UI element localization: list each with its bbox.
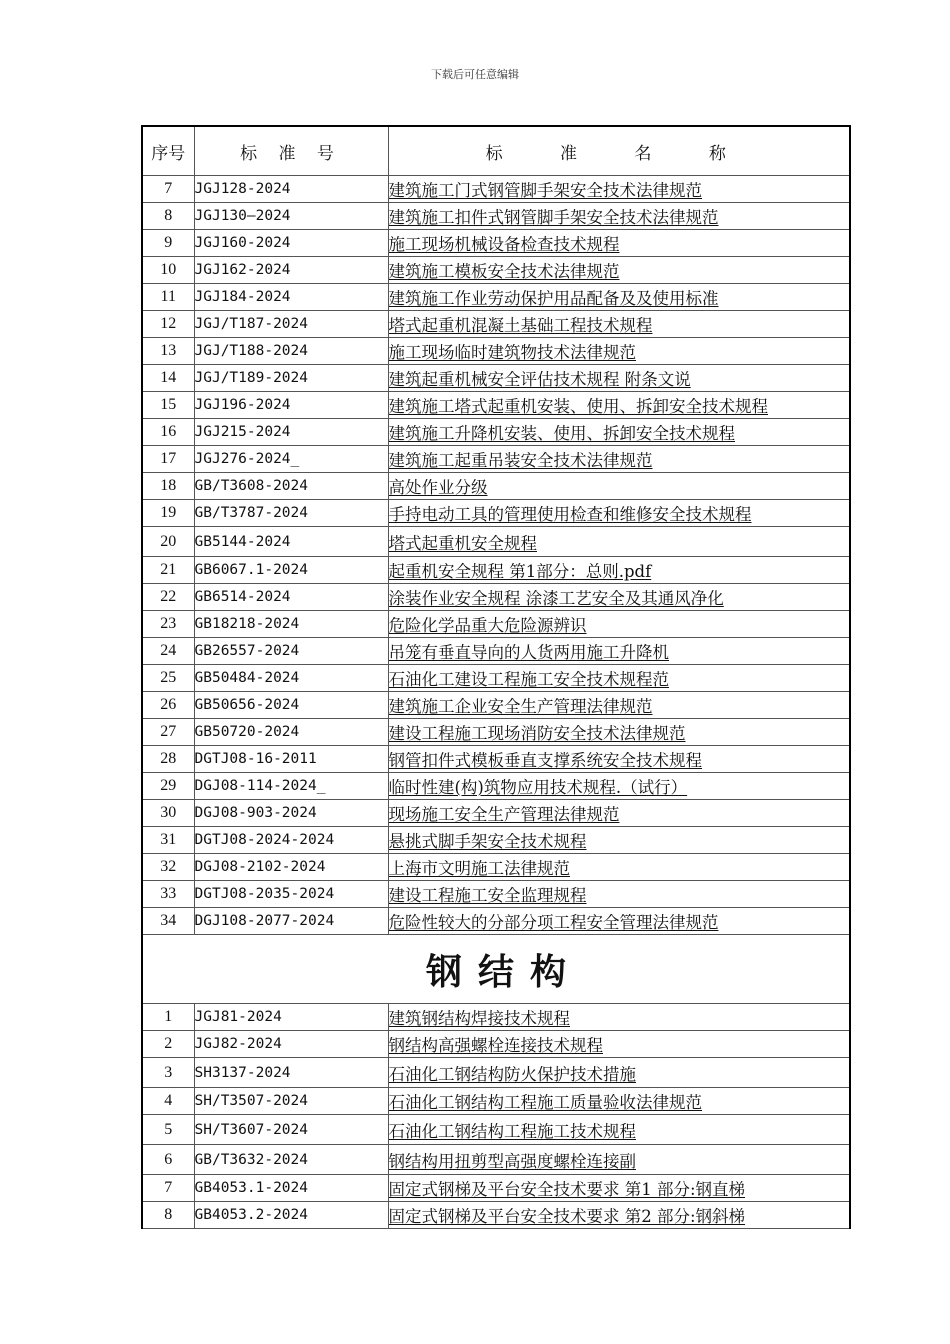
standard-name-cell [388,203,850,230]
standard-name-cell [388,611,850,638]
table-row [142,1031,850,1058]
table-row [142,230,850,257]
standard-name-link[interactable]: 悬挑式脚手架安全技术规程 [388,832,587,851]
table-row [142,1088,850,1115]
table-row [142,392,850,419]
standard-name-cell [388,800,850,827]
row-number: 6 [142,1145,194,1175]
standard-code: DGTJ08-2024-2024 [194,827,388,854]
row-number: 22 [142,584,194,611]
standard-code: GB6514-2024 [194,584,388,611]
row-number: 24 [142,638,194,665]
standard-name-link[interactable]: 高处作业分级 [388,478,488,497]
table-row [142,1115,850,1145]
table-row [142,1004,850,1031]
standard-name-link[interactable]: 涂装作业安全规程 涂漆工艺安全及其通风净化 [388,589,724,608]
standard-name-link[interactable]: 建筑起重机械安全评估技术规程 附条文说 [388,370,691,389]
table-row [142,446,850,473]
standard-code: JGJ82-2024 [194,1031,388,1058]
standard-name-cell [388,176,850,203]
standards-table [141,125,851,1229]
table-row [142,338,850,365]
table-row [142,773,850,800]
table-row [142,908,850,935]
section-title-text: 钢结构 [425,950,582,993]
standard-name-cell [388,1004,850,1031]
table-row [142,473,850,500]
row-number: 7 [142,1175,194,1202]
standard-name-link[interactable]: 建设工程施工安全监理规程 [388,886,587,905]
row-number: 11 [142,284,194,311]
standard-name-cell [388,719,850,746]
standard-name-cell [388,557,850,584]
standard-code: GB6067.1-2024 [194,557,388,584]
table-row [142,1175,850,1202]
standard-name-link[interactable]: 上海市文明施工法律规范 [388,859,570,878]
table-row [142,746,850,773]
standard-name-link[interactable]: 钢结构高强螺栓连接技术规程 [388,1036,603,1055]
row-number: 34 [142,908,194,935]
row-number: 14 [142,365,194,392]
standard-name-link[interactable]: 施工现场机械设备检查技术规程 [388,235,620,254]
table-row [142,665,850,692]
standard-name-cell [388,665,850,692]
standard-code: GB18218-2024 [194,611,388,638]
steel-standards-body [142,1004,850,1229]
standard-name-cell [388,773,850,800]
standard-code: GB50720-2024 [194,719,388,746]
row-number: 25 [142,665,194,692]
table-row [142,257,850,284]
standard-name-cell [388,1031,850,1058]
row-number: 16 [142,419,194,446]
standard-name-cell [388,827,850,854]
section-title [142,935,850,1004]
standard-name-cell [388,446,850,473]
standard-code: DGTJ08-16-2011 [194,746,388,773]
standard-code: DGJ08-2102-2024 [194,854,388,881]
standard-name-link[interactable]: 建筑施工企业安全生产管理法律规范 [388,697,653,716]
standard-name-cell [388,1202,850,1229]
standard-name-link[interactable]: 石油化工钢结构防火保护技术措施 [388,1064,636,1084]
standard-name-link[interactable]: 建筑施工塔式起重机安装、使用、拆卸安全技术规程 [388,397,768,416]
standard-code: GB/T3608-2024 [194,473,388,500]
row-number: 9 [142,230,194,257]
row-number: 1 [142,1004,194,1031]
row-number: 31 [142,827,194,854]
section-header-row [142,935,850,1004]
standard-code: GB4053.1-2024 [194,1175,388,1202]
table-row [142,500,850,527]
standard-code: JGJ196-2024 [194,392,388,419]
standard-code: DGJ08-114-2024_ [194,773,388,800]
standard-name-link[interactable]: 建筑施工门式钢管脚手架安全技术法律规范 [388,181,702,200]
standard-code: GB50656-2024 [194,692,388,719]
standard-name-cell [388,1088,850,1115]
standard-code: JGJ215-2024 [194,419,388,446]
standard-name-link[interactable]: 塔式起重机安全规程 [388,533,537,553]
row-number: 27 [142,719,194,746]
standard-code: GB5144-2024 [194,527,388,557]
standard-name-cell [388,419,850,446]
standard-name-cell [388,1175,850,1202]
standard-code: JGJ276-2024_ [194,446,388,473]
header-standard-code: 标 准 号 [194,126,388,176]
table-row [142,203,850,230]
row-number: 30 [142,800,194,827]
table-row [142,311,850,338]
row-number: 21 [142,557,194,584]
row-number: 5 [142,1115,194,1145]
table-row [142,611,850,638]
standard-code: JGJ160-2024 [194,230,388,257]
standard-name-link[interactable]: 建筑施工作业劳动保护用品配备及及使用标准 [388,289,719,308]
standard-name-cell [388,365,850,392]
standard-name-cell [388,908,850,935]
standard-name-link[interactable]: 吊笼有垂直导向的人货两用施工升降机 [388,643,669,662]
table-row [142,827,850,854]
table-row [142,692,850,719]
standard-name-cell [388,392,850,419]
standard-name-cell [388,500,850,527]
row-number: 7 [142,176,194,203]
table-row [142,881,850,908]
table-row [142,854,850,881]
table-row [142,365,850,392]
standard-code: DGJ108-2077-2024 [194,908,388,935]
table-row [142,527,850,557]
row-number: 33 [142,881,194,908]
header-serial-number: 序号 [142,126,194,176]
standard-code: JGJ/T189-2024 [194,365,388,392]
row-number: 32 [142,854,194,881]
standard-code: JGJ/T187-2024 [194,311,388,338]
standard-name-cell [388,1145,850,1175]
table-row [142,1202,850,1229]
standard-name-link[interactable]: 建筑施工模板安全技术法律规范 [388,262,620,281]
standard-name-cell [388,311,850,338]
standard-code: GB/T3632-2024 [194,1145,388,1175]
standard-name-link[interactable]: 固定式钢梯及平台安全技术要求 第1 部分:钢直梯 [388,1180,746,1199]
standard-name-link[interactable]: 起重机安全规程 第1部分：总则.pdf [388,562,652,581]
standard-name-link[interactable]: 建筑施工升降机安装、使用、拆卸安全技术规程 [388,424,735,443]
standard-name-link[interactable]: 钢结构用扭剪型高强度螺栓连接副 [388,1151,636,1171]
standard-name-link[interactable]: 建设工程施工现场消防安全技术法律规范 [388,724,686,743]
standard-code: GB4053.2-2024 [194,1202,388,1229]
standard-name-link[interactable]: 建筑施工起重吊装安全技术法律规范 [388,451,653,470]
table-header-row [142,126,850,176]
standard-name-link[interactable]: 塔式起重机混凝土基础工程技术规程 [388,316,653,335]
standard-name-link[interactable]: 石油化工建设工程施工安全技术规程范 [388,670,669,689]
standard-name-link[interactable]: 石油化工钢结构工程施工技术规程 [388,1121,636,1141]
table-row [142,1145,850,1175]
standard-code: SH3137-2024 [194,1058,388,1088]
row-number: 8 [142,203,194,230]
standard-code: SH/T3607-2024 [194,1115,388,1145]
table-row [142,557,850,584]
steel-structure-section [142,935,850,1004]
row-number: 13 [142,338,194,365]
row-number: 15 [142,392,194,419]
standard-name-cell [388,473,850,500]
standard-name-link[interactable]: 危险性较大的分部分项工程安全管理法律规范 [388,913,719,932]
standard-name-cell [388,692,850,719]
standard-code: GB50484-2024 [194,665,388,692]
standard-name-cell [388,746,850,773]
standard-name-cell [388,881,850,908]
standard-code: JGJ130—2024 [194,203,388,230]
row-number: 29 [142,773,194,800]
row-number: 20 [142,527,194,557]
row-number: 17 [142,446,194,473]
table-row [142,176,850,203]
standard-name-link[interactable]: 临时性建(构)筑物应用技术规程.（试行） [388,778,688,797]
row-number: 4 [142,1088,194,1115]
standard-name-link[interactable]: 石油化工钢结构工程施工质量验收法律规范 [388,1093,702,1112]
row-number: 8 [142,1202,194,1229]
standard-code: GB/T3787-2024 [194,500,388,527]
standard-name-link[interactable]: 施工现场临时建筑物技术法律规范 [388,343,636,362]
standard-code: SH/T3507-2024 [194,1088,388,1115]
standard-code: DGTJ08-2035-2024 [194,881,388,908]
table-row [142,284,850,311]
row-number: 12 [142,311,194,338]
row-number: 19 [142,500,194,527]
standard-code: JGJ128-2024 [194,176,388,203]
safety-standards-body [142,176,850,935]
table-row [142,638,850,665]
table-row [142,719,850,746]
row-number: 10 [142,257,194,284]
row-number: 28 [142,746,194,773]
row-number: 2 [142,1031,194,1058]
standard-name-cell [388,257,850,284]
standard-name-link[interactable]: 危险化学品重大危险源辨识 [388,616,587,635]
row-number: 18 [142,473,194,500]
download-watermark: 下载后可任意编辑 [431,68,519,81]
standard-name-link[interactable]: 固定式钢梯及平台安全技术要求 第2 部分:钢斜梯 [388,1207,746,1226]
table-row [142,800,850,827]
standard-name-link[interactable]: 建筑施工扣件式钢管脚手架安全技术法律规范 [388,208,719,227]
row-number: 3 [142,1058,194,1088]
standard-code: JGJ/T188-2024 [194,338,388,365]
standard-name-link[interactable]: 手持电动工具的管理使用检查和维修安全技术规程 [388,505,752,524]
standard-name-cell [388,284,850,311]
row-number: 23 [142,611,194,638]
standard-code: JGJ184-2024 [194,284,388,311]
standard-code: JGJ162-2024 [194,257,388,284]
standard-name-cell [388,230,850,257]
standard-name-cell [388,1058,850,1088]
standard-name-cell [388,1115,850,1145]
standard-name-cell [388,338,850,365]
standard-name-link[interactable]: 现场施工安全生产管理法律规范 [388,805,620,824]
header-standard-name: 标 准 名 称 [388,126,850,176]
standard-name-link[interactable]: 钢管扣件式模板垂直支撑系统安全技术规程 [388,751,702,770]
table-row [142,584,850,611]
standard-code: GB26557-2024 [194,638,388,665]
standard-name-cell [388,584,850,611]
row-number: 26 [142,692,194,719]
standard-name-cell [388,854,850,881]
standard-name-link[interactable]: 建筑钢结构焊接技术规程 [388,1009,570,1028]
standard-name-cell [388,527,850,557]
standard-code: JGJ81-2024 [194,1004,388,1031]
table-row [142,419,850,446]
table-row [142,1058,850,1088]
standard-name-cell [388,638,850,665]
standard-code: DGJ08-903-2024 [194,800,388,827]
